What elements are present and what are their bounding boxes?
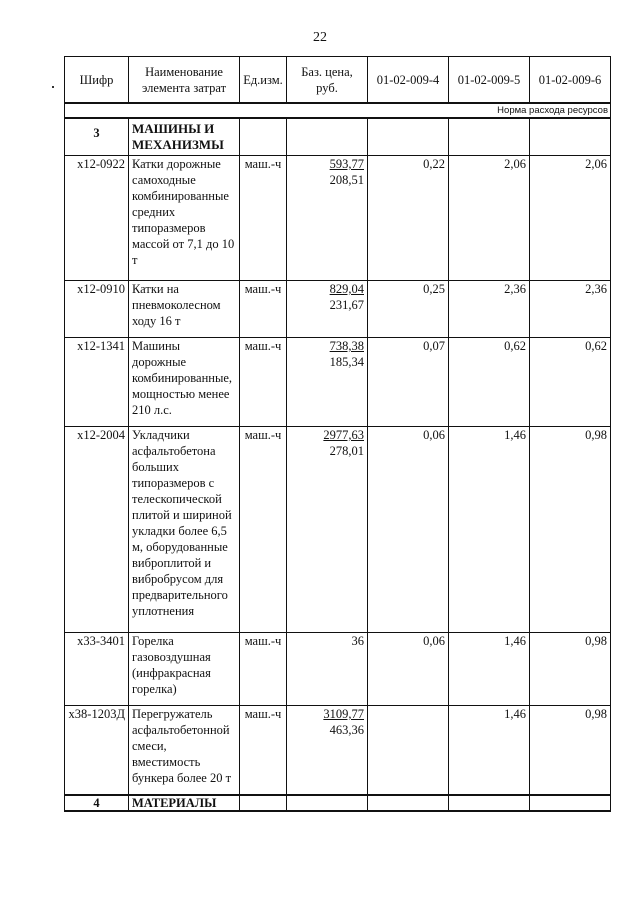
row-value-1 [368,706,449,796]
table-row [65,156,611,281]
section-row [65,118,611,156]
row-value-3: 0,62 [530,338,611,427]
row-value-1: 0,22 [368,156,449,281]
empty-cell [368,118,449,156]
norm-label: Норма расхода ресурсов [65,103,611,118]
resource-table [64,56,611,812]
empty-cell [368,795,449,811]
row-value-2: 1,46 [449,633,530,706]
row-value-3: 2,36 [530,281,611,338]
page-number: 22 [313,30,327,45]
row-value-2: 2,06 [449,156,530,281]
header-row [65,57,611,104]
price-wage: 208,51 [329,173,364,187]
row-name: Катки на пневмоколесном ходу 16 т [129,281,240,338]
row-unit: маш.-ч [240,156,287,281]
scan-dot [52,86,54,88]
row-price [287,281,368,338]
price-total: 829,04 [329,282,364,296]
price-wage: 231,67 [329,298,364,312]
row-value-3: 0,98 [530,706,611,796]
empty-cell [449,795,530,811]
row-unit: маш.-ч [240,633,287,706]
table-row [65,706,611,796]
empty-cell [287,118,368,156]
row-price [287,427,368,633]
row-value-2: 1,46 [449,706,530,796]
price-total: 2977,63 [323,428,364,442]
price-wage: 185,34 [329,355,364,369]
header-price: Баз. цена, руб. [287,57,368,104]
row-price [287,706,368,796]
row-value-1: 0,06 [368,427,449,633]
section-code: 4 [65,795,129,811]
row-unit: маш.-ч [240,706,287,796]
table-row [65,427,611,633]
row-name: Укладчики асфальтобетона больших типоразмеров с телескопической плитой и шириной укладки более 6,5 м, оборудованные виброплитой и вибробрусом для предварительного уплотнения [129,427,240,633]
section-title: МАТЕРИАЛЫ [129,795,240,811]
header-name: Наименование элемента затрат [129,57,240,104]
table-row [65,281,611,338]
row-value-2: 1,46 [449,427,530,633]
row-value-2: 0,62 [449,338,530,427]
row-code: х12-0910 [65,281,129,338]
row-value-3: 2,06 [530,156,611,281]
table-row [65,338,611,427]
row-code: х38-1203Д [65,706,129,796]
row-name: Горелка газовоздушная (инфракрасная горелка) [129,633,240,706]
row-unit: маш.-ч [240,281,287,338]
price-total: 36 [351,634,364,648]
price-total: 593,77 [329,157,364,171]
section-title: МАШИНЫ И МЕХАНИЗМЫ [129,118,240,156]
row-value-2: 2,36 [449,281,530,338]
row-code: х12-0922 [65,156,129,281]
price-wage: 278,01 [329,444,364,458]
table-row [65,633,611,706]
row-unit: маш.-ч [240,427,287,633]
row-name: Перегружатель асфальтобетонной смеси, вместимость бункера более 20 т [129,706,240,796]
empty-cell [240,118,287,156]
row-value-1: 0,07 [368,338,449,427]
empty-cell [530,118,611,156]
norm-row [65,103,611,118]
row-value-1: 0,25 [368,281,449,338]
header-code: Шифр [65,57,129,104]
empty-cell [530,795,611,811]
row-price [287,156,368,281]
row-code: х12-1341 [65,338,129,427]
row-code: х33-3401 [65,633,129,706]
row-price [287,633,368,706]
row-value-1: 0,06 [368,633,449,706]
header-col3: 01-02-009-6 [530,57,611,104]
empty-cell [287,795,368,811]
row-name: Катки дорожные самоходные комбинированные средних типоразмеров массой от 7,1 до 10 т [129,156,240,281]
row-value-3: 0,98 [530,427,611,633]
row-value-3: 0,98 [530,633,611,706]
row-unit: маш.-ч [240,338,287,427]
empty-cell [240,795,287,811]
price-total: 738,38 [329,339,364,353]
price-wage: 463,36 [329,723,364,737]
empty-cell [449,118,530,156]
section-code: 3 [65,118,129,156]
header-col1: 01-02-009-4 [368,57,449,104]
section-row-materials [65,795,611,811]
header-col2: 01-02-009-5 [449,57,530,104]
header-unit: Ед.изм. [240,57,287,104]
row-name: Машины дорожные комбинированные, мощностью менее 210 л.с. [129,338,240,427]
row-price [287,338,368,427]
row-code: х12-2004 [65,427,129,633]
price-total: 3109,77 [323,707,364,721]
